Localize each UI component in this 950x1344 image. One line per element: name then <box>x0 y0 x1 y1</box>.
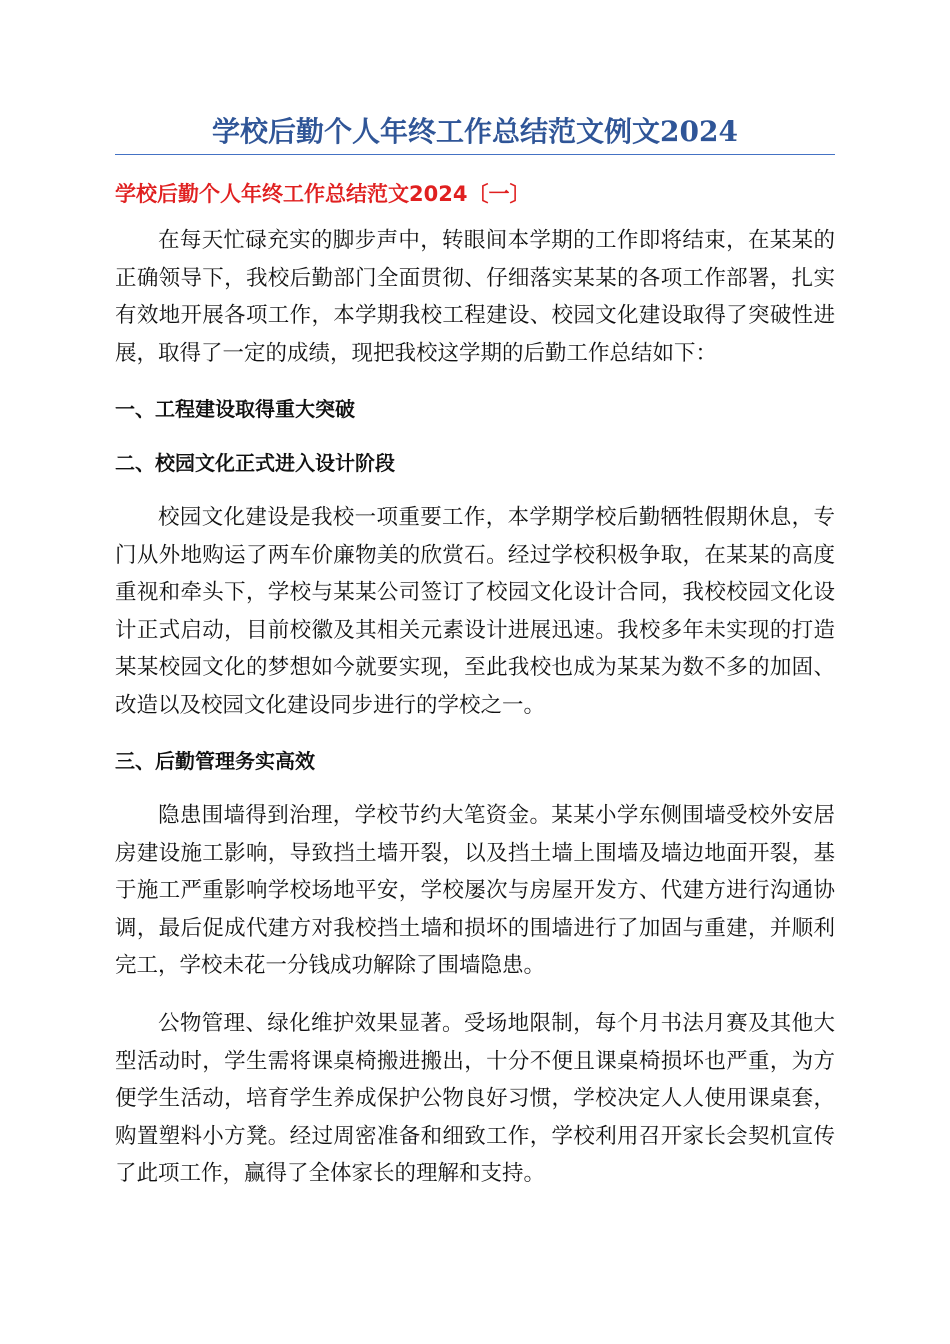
heading-logistics: 三、后勤管理务实高效 <box>115 749 315 773</box>
paragraph-property-management: 公物管理、绿化维护效果显著。受场地限制，每个月书法月赛及其他大型活动时，学生需将课桌椅搬进搬出，十分不便且课桌椅损坏也严重，为方便学生活动，培育学生养成保护公物良好习惯，学校决定人人使用课桌套，购置塑料小方凳。经过周密准备和细致工作，学校利用召开家长会契机宣传了此项工作，赢得了全体家长的理解和支持。 <box>115 1011 835 1186</box>
paragraph-campus-culture: 校园文化建设是我校一项重要工作，本学期学校后勤牺牲假期休息，专门从外地购运了两车价廉物美的欣赏石。经过学校积极争取，在某某的高度重视和牵头下，学校与某某公司签订了校园文化设计合同，我校校园文化设计正式启动，目前校徽及其相关元素设计进展迅速。我校多年未实现的打造某某校园文化的梦想如今就要实现，至此我校也成为某某为数不多的加固、改造以及校园文化建设同步进行的学校之一。 <box>115 505 835 718</box>
intro-paragraph: 在每天忙碌充实的脚步声中，转眼间本学期的工作即将结束，在某某的正确领导下，我校后勤部门全面贯彻、仔细落实某某的各项工作部署，扎实有效地开展各项工作，本学期我校工程建设、校园文化建设取得了突破性进展，取得了一定的成绩，现把我校这学期的后勤工作总结如下： <box>115 228 835 366</box>
heading-engineering: 一、工程建设取得重大突破 <box>115 397 355 421</box>
heading-campus-culture: 二、校园文化正式进入设计阶段 <box>115 451 395 475</box>
document-title: 学校后勤个人年终工作总结范文例文2024 <box>212 115 738 148</box>
paragraph-wall-repair: 隐患围墙得到治理，学校节约大笔资金。某某小学东侧围墙受校外安居房建设施工影响，导致挡土墙开裂，以及挡土墙上围墙及墙边地面开裂，基于施工严重影响学校场地平安，学校屡次与房屋开发方、代建方进行沟通协调，最后促成代建方对我校挡土墙和损坏的围墙进行了加固与重建，并顺利完工，学校未花一分钱成功解除了围墙隐患。 <box>115 803 835 978</box>
title-underline <box>115 154 835 155</box>
section-subtitle: 学校后勤个人年终工作总结范文2024〔一〕 <box>115 182 531 206</box>
